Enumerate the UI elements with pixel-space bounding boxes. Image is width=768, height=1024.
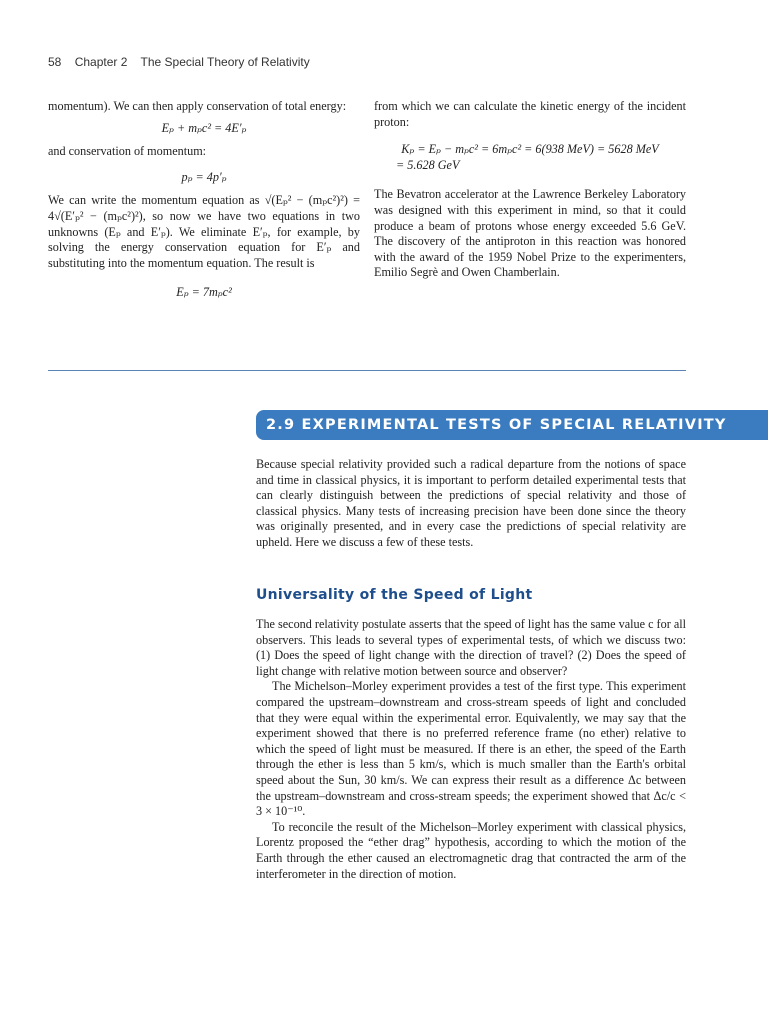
running-head [48,55,320,69]
subsection-paragraph-3: To reconcile the result of the Michelson–Morley experiment with classical physics, Lorentz proposed the “ether drag” hypothesis, according to which the motion of the Earth through the ether caused an electromagnetic drag that contracted the arm of the interferometer in the direction of motion. [256,819,686,881]
subsection-heading: Universality of the Speed of Light [256,587,533,603]
right-column [374,99,686,281]
chapter-title: The Special Theory of Relativity [140,55,310,69]
page-number: 58 [48,55,62,69]
section-heading: 2.9 EXPERIMENTAL TESTS OF SPECIAL RELATIVITY [256,410,768,440]
section-intro [256,457,686,551]
energy-conservation-equation: Eₚ + mₚc² = 4E′ₚ [161,120,247,135]
kinetic-energy-equation-result: = 5.628 GeV [396,157,460,172]
subsection-body [256,617,686,882]
right-paragraph-1: from which we can calculate the kinetic energy of the incident proton: [374,99,686,129]
subsection-paragraph-2: The Michelson–Morley experiment provides a test of the first type. This experiment compared the upstream–downstream and cross-stream speeds of light and concluded that they were equal within the experimental error. Equivalently, we may say that the experiment showed that there is no preferred reference frame (no ether) relative to which the speed of light must be measured. If there is an ether, the speed of the Earth through the ether is less than 5 km/s, which is much smaller than the Earth's orbital speed about the Sun, 30 km/s. We can express their result as a difference Δc between the upstream–downstream and cross-stream speeds; the experiment showed that Δc/c < 3 × 10⁻¹⁰. [256,679,686,819]
chapter-label: Chapter 2 [74,55,128,69]
left-paragraph-2: and conservation of momentum: [48,144,207,159]
left-paragraph-3: We can write the momentum equation as √(Eₚ² − (mₚc²)²) = 4√(E′ₚ² − (mₚc²)²), so now we have two equations in two unknowns (Eₚ and E′ₚ). We eliminate E′ₚ, for example, by solving the energy conservation equation for E′ₚ and substituting into the momentum equation. The result is [48,193,360,270]
section-intro-paragraph: Because special relativity provided such a radical departure from the notions of space and time in classical physics, it is important to perform detailed experimental tests that can clearly distinguish between the predictions of special relativity and those of classical physics. Many tests of increasing precision have been done since the theory was originally presented, and in every case the predictions of special relativity are upheld. Here we discuss a few of these tests. [256,457,686,549]
momentum-conservation-equation: pₚ = 4p′ₚ [181,169,227,184]
left-paragraph-1: momentum). We can then apply conservation of total energy: [48,99,347,113]
subsection-paragraph-1: The second relativity postulate asserts that the speed of light has the same value c for all observers. This leads to several types of experimental tests, of which we discuss two: (1) Does the speed of light change with the direction of travel? (2) Does the speed of light change with relative motion between source and observer? [256,617,686,678]
kinetic-energy-equation: Kₚ = Eₚ − mₚc² = 6mₚc² = 6(938 MeV) = 5628 MeV [401,142,659,157]
section-divider [48,370,686,371]
right-paragraph-2: The Bevatron accelerator at the Lawrence Berkeley Laboratory was designed with this experiment in mind, so that it could produce a beam of protons whose energy exceeded 5.6 GeV. The discovery of the antiproton in this reaction was honored with the award of the 1959 Nobel Prize to the experimenters, Emilio Segrè and Owen Chamberlain. [374,187,686,280]
left-column [48,99,360,301]
proton-energy-result-equation: Eₚ = 7mₚc² [176,285,232,300]
